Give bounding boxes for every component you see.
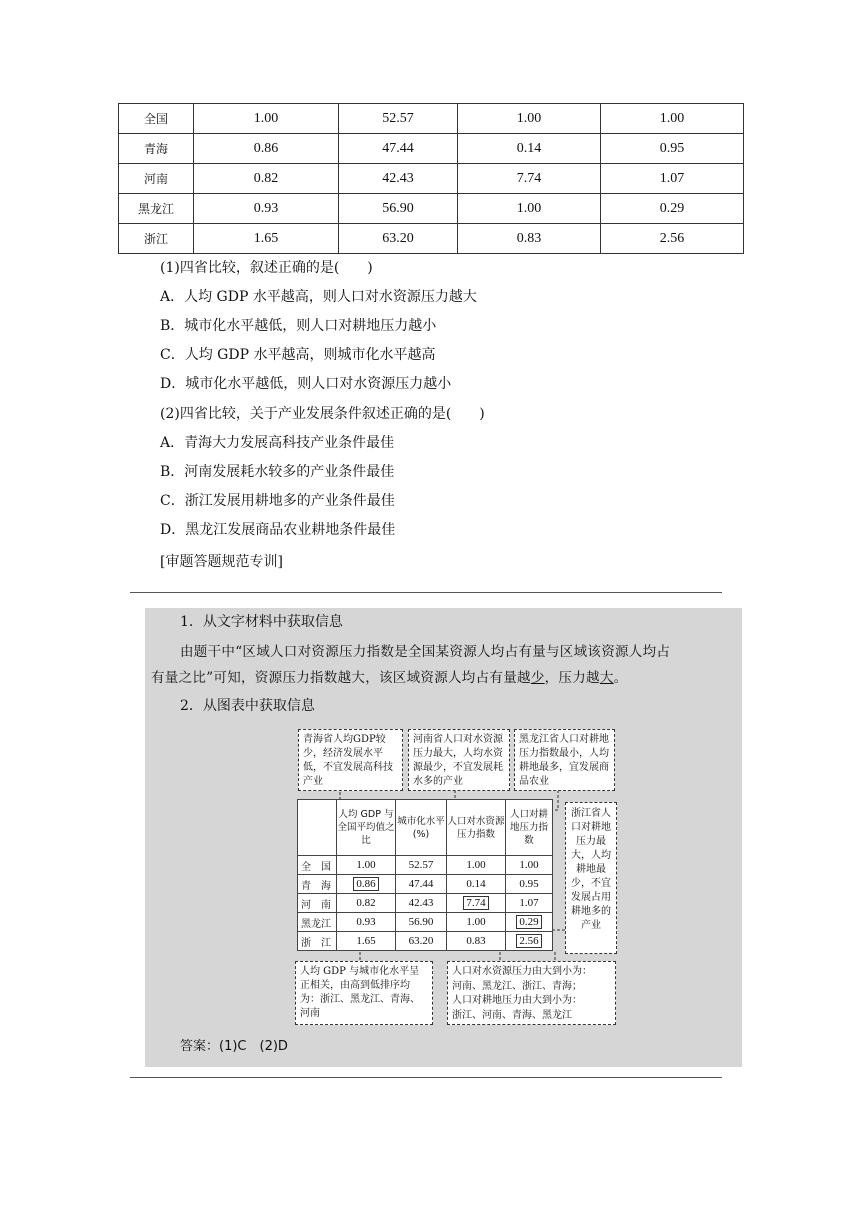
table-cell: 0.82	[337, 894, 396, 913]
table-cell	[506, 913, 553, 932]
table-cell: 1.07	[506, 894, 553, 913]
table-cell: 0.83	[447, 932, 506, 951]
table-cell: 1.00	[337, 856, 396, 875]
text-span: ，压力越	[544, 670, 600, 686]
question-2-option-c: C．浙江发展用耕地多的产业条件最佳	[160, 493, 395, 509]
table-header: 人口对耕地压力指数	[506, 800, 553, 856]
table-row	[298, 932, 553, 951]
highlighted-value: 7.74	[463, 896, 488, 910]
table-cell: 1.00	[194, 104, 339, 134]
table-cell: 63.20	[339, 224, 458, 254]
table-row	[298, 894, 553, 913]
table-row	[298, 913, 553, 932]
table-cell: 42.43	[339, 164, 458, 194]
table-cell: 0.83	[458, 224, 601, 254]
table-cell: 52.57	[396, 856, 447, 875]
table-cell: 52.57	[339, 104, 458, 134]
figure-table	[297, 799, 553, 951]
table-cell: 1.00	[458, 194, 601, 224]
table-cell: 0.95	[506, 875, 553, 894]
table-cell: 浙 江	[298, 932, 337, 951]
table-cell: 青 海	[298, 875, 337, 894]
table-cell: 全 国	[298, 856, 337, 875]
underlined-word: 少	[530, 670, 545, 686]
callout-henan: 河南省人口对水资源压力最大，人均水资源最少，不宜发展耗水多的产业	[408, 729, 510, 791]
table-cell: 1.00	[447, 913, 506, 932]
table-cell: 1.65	[337, 932, 396, 951]
question-2-option-a: A．青海大力发展高科技产业条件最佳	[160, 435, 395, 451]
highlighted-value: 2.56	[516, 934, 541, 948]
section-title: [审题答题规范专训]	[160, 554, 283, 570]
table-cell	[337, 875, 396, 894]
table-cell: 0.93	[337, 913, 396, 932]
table-cell: 56.90	[396, 913, 447, 932]
table-cell: 全国	[119, 104, 194, 134]
table-cell: 黑龙江	[298, 913, 337, 932]
table-cell: 0.14	[447, 875, 506, 894]
table-header: 人口对水资源压力指数	[447, 800, 506, 856]
table-cell: 1.00	[458, 104, 601, 134]
table-cell: 1.00	[601, 104, 744, 134]
table-header: 人均 GDP 与全国平均值之比	[337, 800, 396, 856]
table-cell: 1.00	[506, 856, 553, 875]
question-1-option-d: D．城市化水平越低，则人口对水资源压力越小	[160, 376, 452, 392]
table-cell: 河 南	[298, 894, 337, 913]
analysis-paragraph-line-1: 由题干中“区域人口对资源压力指数是全国某资源人均占有量与区域该资源人均占	[180, 644, 671, 660]
table-cell: 7.74	[458, 164, 601, 194]
table-cell: 56.90	[339, 194, 458, 224]
question-1-option-c: C．人均 GDP 水平越高，则城市化水平越高	[160, 347, 436, 363]
table-cell: 47.44	[396, 875, 447, 894]
table-cell: 42.43	[396, 894, 447, 913]
table-cell: 0.95	[601, 134, 744, 164]
table-cell: 1.65	[194, 224, 339, 254]
table-cell	[506, 932, 553, 951]
divider	[130, 1077, 722, 1078]
analysis-heading-2: 2．从图表中获取信息	[180, 698, 315, 714]
underlined-word: 大	[599, 670, 614, 686]
callout-line: 人口对水资源压力由大到小为：	[452, 966, 592, 977]
table-cell: 青海	[119, 134, 194, 164]
table-cell: 浙江	[119, 224, 194, 254]
callout-zhejiang: 浙江省人口对耕地压力最大，人均耕地最少，不宜发展占用耕地多的产业	[565, 802, 617, 954]
table-cell: 63.20	[396, 932, 447, 951]
table-row	[298, 856, 553, 875]
text-span: 。	[613, 670, 628, 686]
table-cell: 1.00	[447, 856, 506, 875]
question-1-stem: (1)四省比较，叙述正确的是( )	[160, 260, 373, 276]
table-cell: 黑龙江	[119, 194, 194, 224]
table-cell: 2.56	[601, 224, 744, 254]
table-cell: 0.82	[194, 164, 339, 194]
highlighted-value: 0.29	[516, 915, 541, 929]
callout-line: 人口对耕地压力由大到小为：	[452, 995, 582, 1006]
table-row	[298, 800, 553, 856]
highlighted-value: 0.86	[353, 877, 378, 891]
table-row	[298, 875, 553, 894]
callout-heilongjiang: 黑龙江省人口对耕地压力指数最小，人均耕地最多，宜发展商品农业	[514, 729, 615, 791]
callout-line: 浙江、河南、青海、黑龙江	[452, 1009, 572, 1021]
callout-gdp-urbanization: 人均 GDP 与城市化水平呈正相关，由高到低排序均为：浙江、黑龙江、青海、河南	[295, 961, 433, 1025]
table-header: 城市化水平 (%)	[396, 800, 447, 856]
question-2-stem: (2)四省比较，关于产业发展条件叙述正确的是( )	[160, 406, 485, 422]
table-cell: 0.86	[194, 134, 339, 164]
callout-qinghai: 青海省人均GDP较少，经济发展水平低，不宜发展高科技产业	[298, 729, 403, 791]
table-cell: 47.44	[339, 134, 458, 164]
table-cell: 0.93	[194, 194, 339, 224]
table-cell: 河南	[119, 164, 194, 194]
question-1-option-b: B．城市化水平越低，则人口对耕地压力越小	[160, 318, 437, 334]
answer: 答案：(1)C (2)D	[180, 1039, 288, 1054]
text-span: 有量之比”可知，资源压力指数越大，该区域资源人均占有量越	[151, 670, 531, 686]
table-cell: 1.07	[601, 164, 744, 194]
table-cell	[298, 800, 337, 856]
table-cell: 0.29	[601, 194, 744, 224]
table-cell: 0.14	[458, 134, 601, 164]
question-2-option-b: B．河南发展耗水较多的产业条件最佳	[160, 464, 395, 480]
analysis-heading-1: 1．从文字材料中获取信息	[180, 614, 343, 630]
table-cell	[447, 894, 506, 913]
callout-pressure-ranking	[447, 961, 616, 1025]
question-1-option-a: A．人均 GDP 水平越高，则人口对水资源压力越大	[160, 289, 477, 305]
question-2-option-d: D．黑龙江发展商品农业耕地条件最佳	[160, 522, 396, 538]
callout-line: 河南、黑龙江、浙江、青海；	[452, 980, 582, 992]
